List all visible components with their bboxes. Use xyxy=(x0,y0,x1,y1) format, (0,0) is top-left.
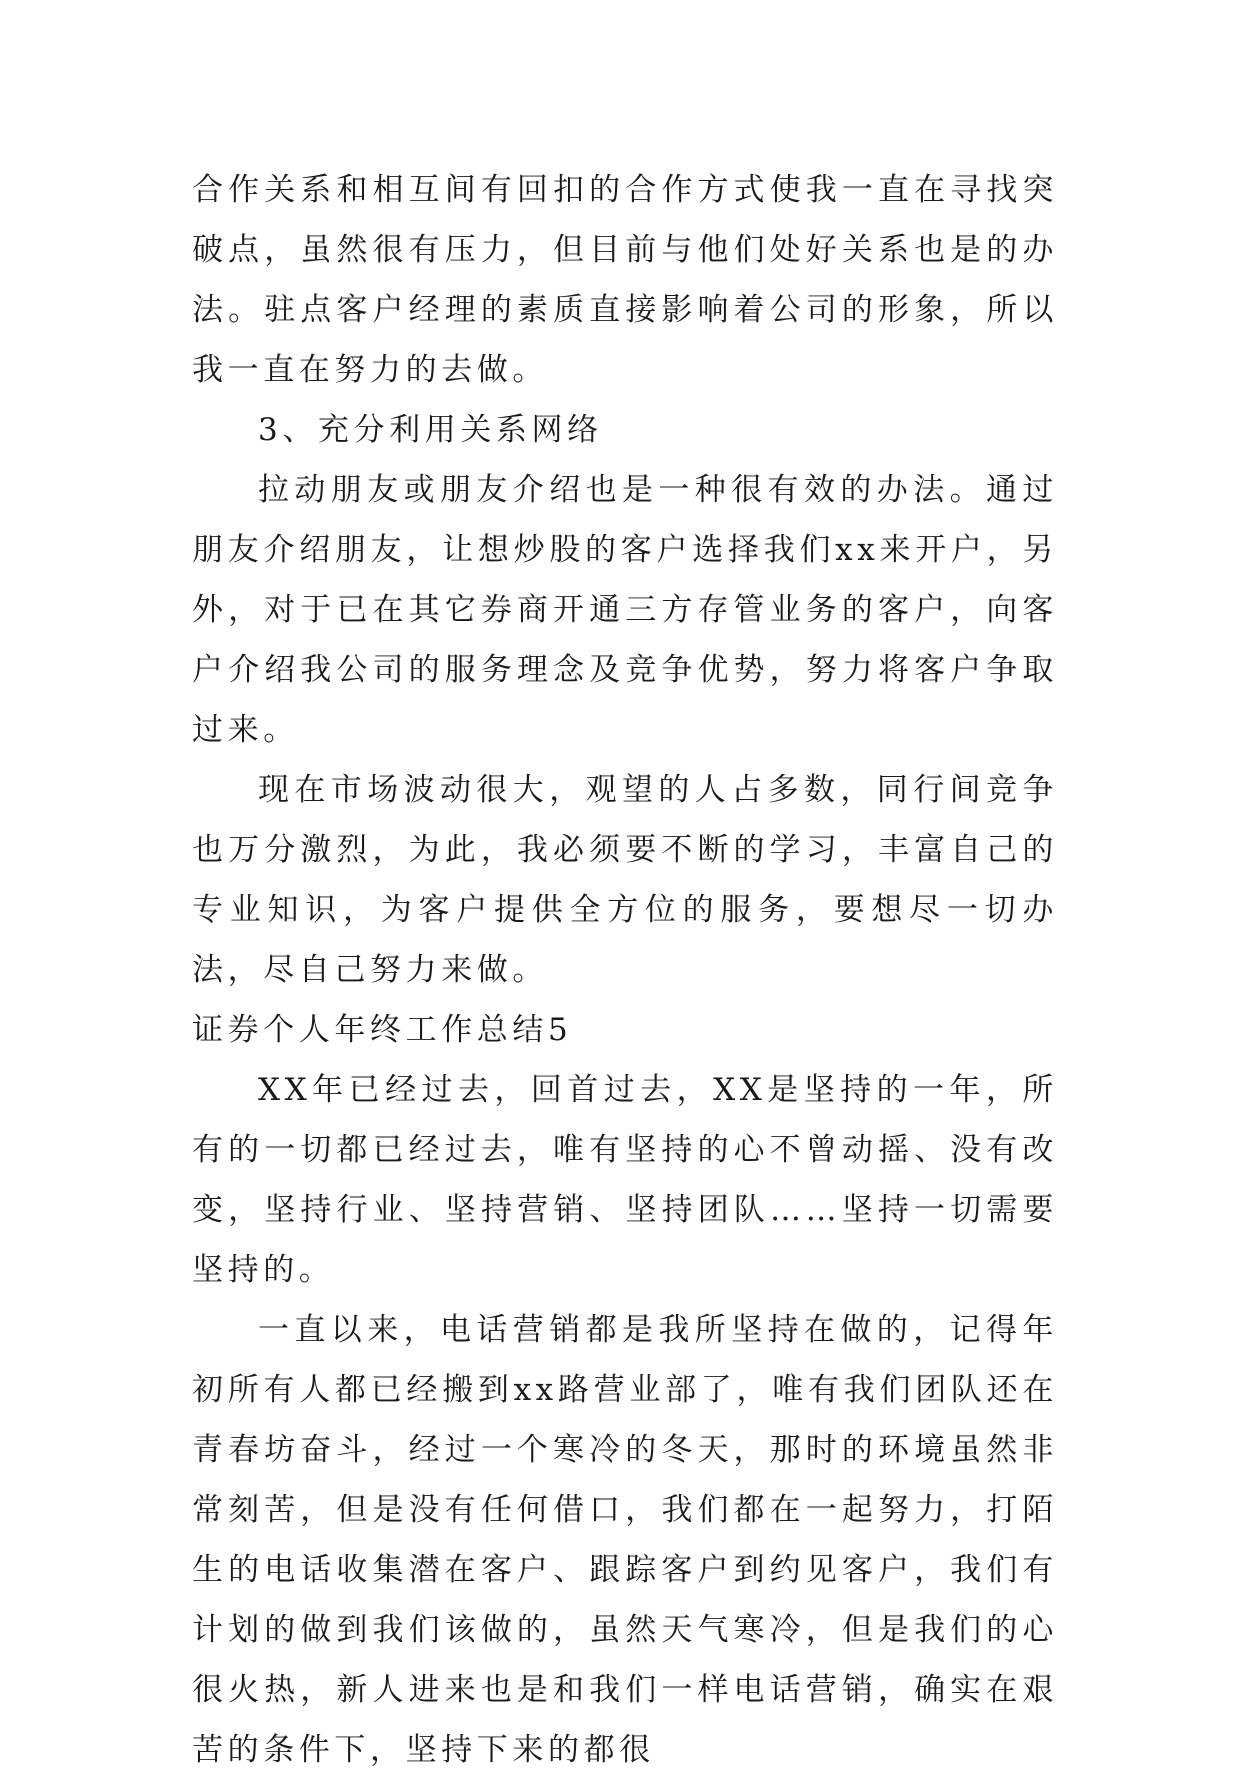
subheading-relationship-network: 3、充分利用关系网络 xyxy=(258,412,603,448)
paragraph-market-competition: 现在市场波动很大，观望的人占多数，同行间竞争也万分激烈，为此，我必须要不断的学习，丰富自己的专业知识，为客户提供全方位的服务，要想尽一切办法，尽自己努力来做。 xyxy=(192,772,1058,988)
paragraph-continued: 合作关系和相互间有回扣的合作方式使我一直在寻找突破点，虽然很有压力，但目前与他们处好关系也是的办法。驻点客户经理的素质直接影响着公司的形象，所以我一直在努力的去做。 xyxy=(192,172,1058,388)
document-body xyxy=(192,160,1058,1780)
section-title: 证券个人年终工作总结5 xyxy=(192,1012,573,1048)
paragraph-persistence: XX年已经过去，回首过去，XX是坚持的一年，所有的一切都已经过去，唯有坚持的心不曾动摇、没有改变，坚持行业、坚持营销、坚持团队……坚持一切需要坚持的。 xyxy=(192,1072,1058,1288)
paragraph-phone-marketing: 一直以来，电话营销都是我所坚持在做的，记得年初所有人都已经搬到xx路营业部了，唯有我们团队还在青春坊奋斗，经过一个寒冷的冬天，那时的环境虽然非常刻苦，但是没有任何借口，我们都在一起努力，打陌生的电话收集潜在客户、跟踪客户到约见客户，我们有计划的做到我们该做的，虽然天气寒冷，但是我们的心很火热，新人进来也是和我们一样电话营销，确实在艰苦的条件下，坚持下来的都很 xyxy=(192,1312,1058,1768)
paragraph-friends-referral: 拉动朋友或朋友介绍也是一种很有效的办法。通过朋友介绍朋友，让想炒股的客户选择我们xx来开户，另外，对于已在其它券商开通三方存管业务的客户，向客户介绍我公司的服务理念及竞争优势，努力将客户争取过来。 xyxy=(192,472,1058,748)
